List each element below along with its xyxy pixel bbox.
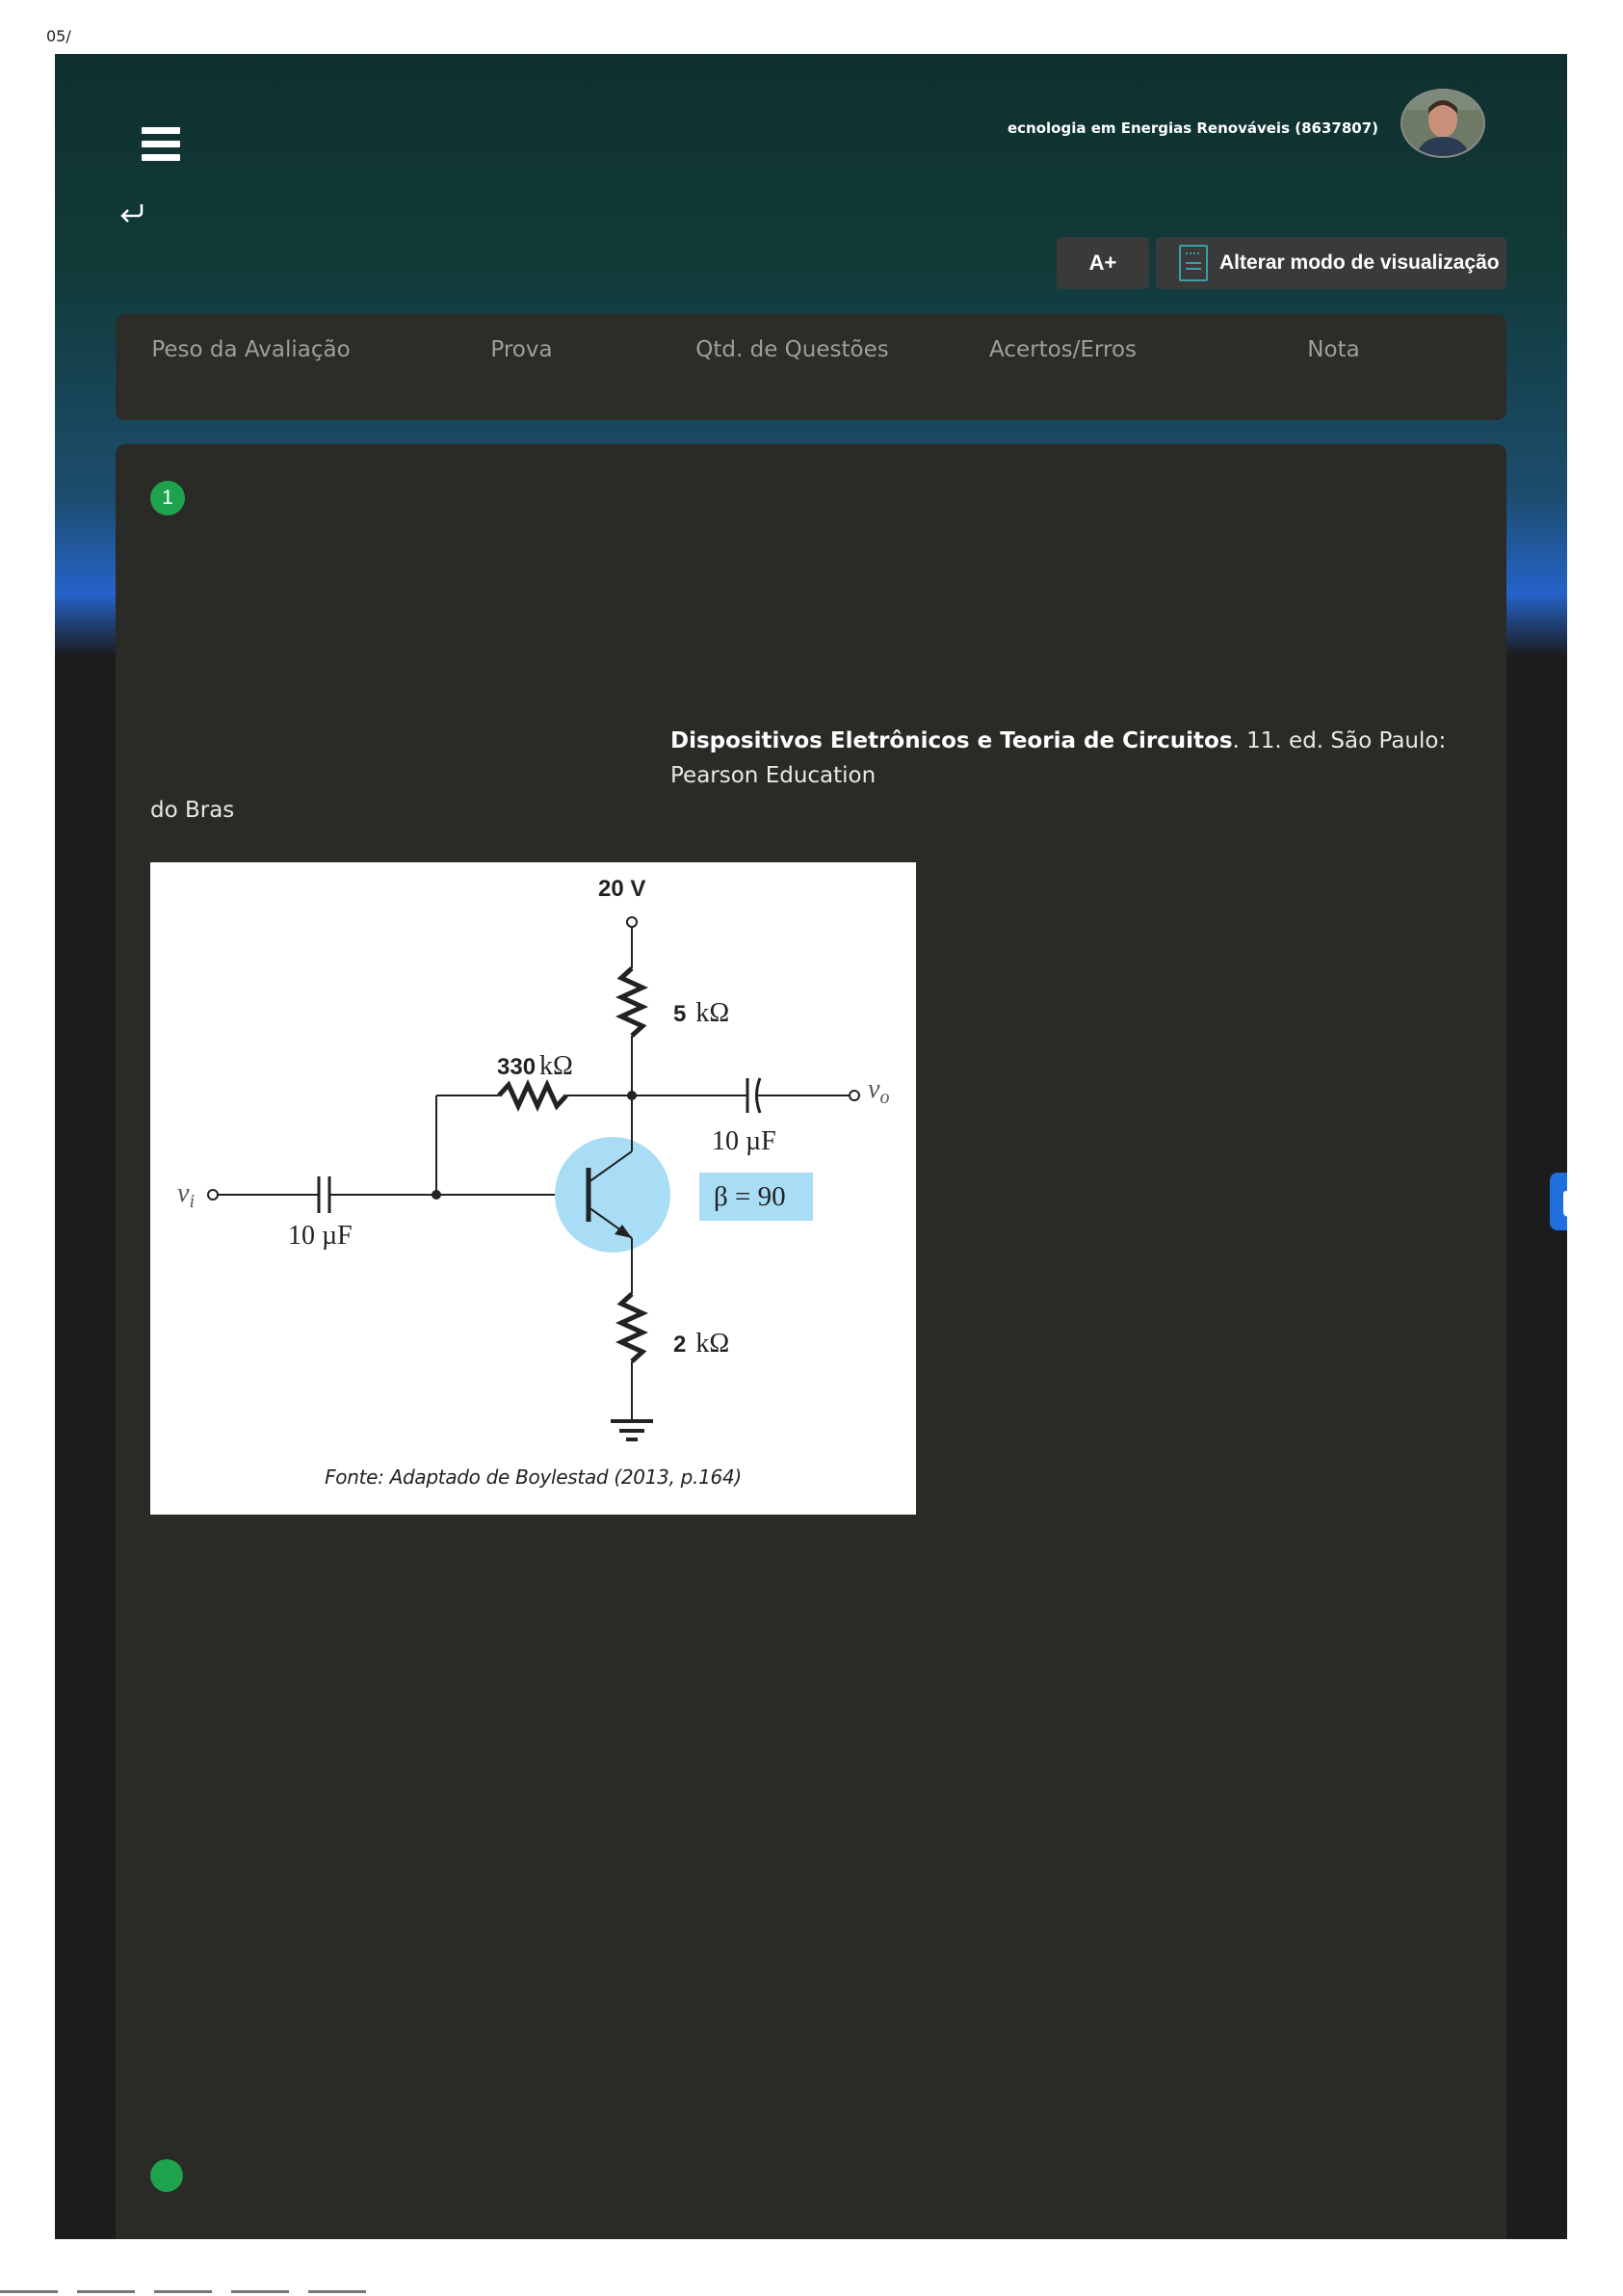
sign-language-hands-icon xyxy=(1550,1173,1567,1230)
beta-label: β = 90 xyxy=(714,1181,786,1212)
figure-caption: Fonte: Adaptado de Boylestad (2013, p.164) xyxy=(325,1465,742,1489)
question-card xyxy=(116,444,1506,2239)
reference-title: Dispositivos Eletrônicos e Teoria de Circuitos xyxy=(670,728,1233,753)
summary-col-weight: Peso da Avaliação xyxy=(151,337,351,362)
vi-terminal xyxy=(208,1190,218,1200)
page-footer-strip xyxy=(0,2290,385,2293)
re-unit: kΩ xyxy=(695,1329,730,1359)
view-mode-button[interactable] xyxy=(1156,237,1506,289)
rb-unit: kΩ xyxy=(539,1051,573,1081)
circuit-diagram xyxy=(150,862,916,1515)
vo-label: v xyxy=(868,1074,880,1104)
document-icon xyxy=(1179,245,1208,281)
hamburger-menu-icon[interactable] xyxy=(142,127,180,162)
cout-label: 10 µF xyxy=(712,1126,776,1156)
vi-subscript: i xyxy=(189,1191,195,1212)
rc-value: 5 xyxy=(673,1001,687,1027)
rb-resistor xyxy=(499,1085,566,1106)
font-size-button[interactable]: A+ xyxy=(1057,237,1149,289)
cin-label: 10 µF xyxy=(288,1221,353,1251)
summary-col-exam: Prova xyxy=(490,337,553,362)
reference-line2: do Bras xyxy=(150,798,235,823)
question-reference xyxy=(150,724,1470,828)
svg-text:2kΩ xyxy=(673,1329,729,1359)
rc-unit: kΩ xyxy=(695,998,730,1028)
vo-subscript: o xyxy=(879,1087,890,1108)
re-resistor xyxy=(621,1294,642,1361)
circuit-figure xyxy=(150,862,916,1515)
answer-option-marker[interactable] xyxy=(150,2159,183,2192)
view-mode-label: Alterar modo de visualização xyxy=(1219,251,1500,274)
supply-terminal xyxy=(627,917,637,927)
user-avatar[interactable] xyxy=(1400,89,1485,158)
reference-rest: . 11. ed. São Paulo: Pearson Education xyxy=(670,728,1447,788)
app-window xyxy=(55,54,1567,2239)
summary-col-grade: Nota xyxy=(1307,337,1360,362)
svg-text:vo xyxy=(868,1074,889,1108)
evaluation-summary xyxy=(116,314,1506,420)
back-button[interactable] xyxy=(113,197,151,227)
svg-text:330kΩ xyxy=(497,1051,573,1081)
user-course-label: ecnologia em Energias Renováveis (8637807) xyxy=(1007,119,1378,137)
svg-text:vi xyxy=(177,1178,195,1212)
return-arrow-icon xyxy=(113,197,151,227)
print-date: 05/ xyxy=(46,27,71,45)
rc-resistor xyxy=(621,968,642,1036)
base-node xyxy=(432,1190,441,1200)
vo-terminal xyxy=(850,1091,859,1100)
svg-text:5kΩ xyxy=(673,998,729,1028)
re-value: 2 xyxy=(673,1332,687,1358)
vi-label: v xyxy=(177,1178,190,1208)
transistor-body xyxy=(555,1137,670,1253)
supply-label: 20 V xyxy=(598,876,646,902)
summary-col-question-count: Qtd. de Questões xyxy=(695,337,889,362)
question-number-badge: 1 xyxy=(150,481,185,515)
accessibility-sign-language-button[interactable] xyxy=(1550,1173,1567,1230)
rb-value: 330 xyxy=(497,1054,537,1080)
summary-col-hits-misses: Acertos/Erros xyxy=(989,337,1137,362)
